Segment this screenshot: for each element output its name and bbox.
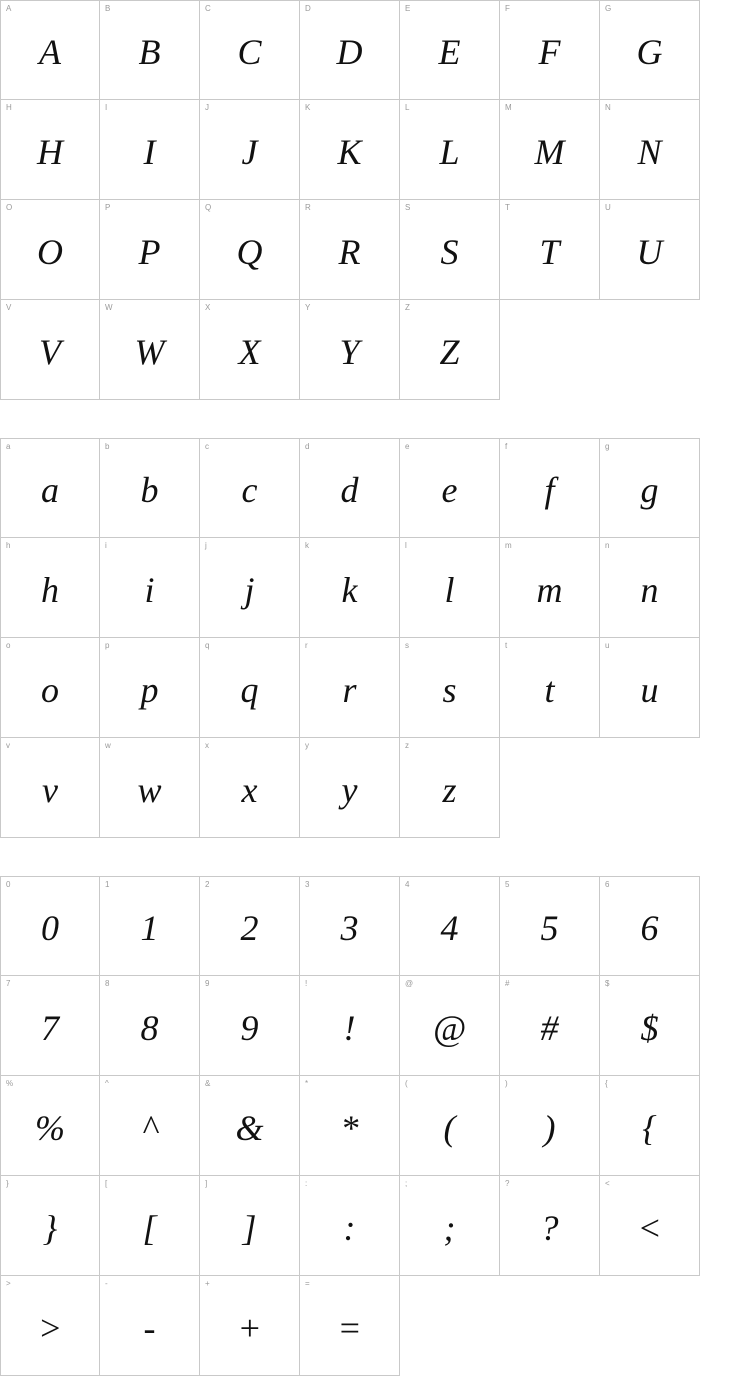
glyph-cell-label: r xyxy=(305,641,308,650)
glyph-character: ? xyxy=(540,1207,559,1248)
glyph-character: F xyxy=(538,32,561,72)
glyph-cell[interactable] xyxy=(0,200,100,300)
glyph-row xyxy=(0,976,740,1076)
glyph-cell[interactable] xyxy=(0,976,100,1076)
glyph-character: t xyxy=(544,669,555,710)
glyph-cell-label: H xyxy=(6,103,12,112)
glyph-cell-label: d xyxy=(305,442,310,451)
glyph-cell-label: V xyxy=(6,303,12,312)
glyph-cell[interactable] xyxy=(600,200,700,300)
glyph-cell[interactable] xyxy=(200,0,300,100)
glyph-character: : xyxy=(343,1207,356,1248)
glyph-character: ^ xyxy=(141,1107,158,1148)
glyph-cell[interactable] xyxy=(200,1276,300,1376)
glyph-cell[interactable] xyxy=(300,976,400,1076)
glyph-cell-label: z xyxy=(405,741,409,750)
glyph-cell[interactable] xyxy=(500,1076,600,1176)
glyph-cell-label: 4 xyxy=(405,880,410,889)
glyph-cell-label: T xyxy=(505,203,510,212)
glyph-cell[interactable] xyxy=(100,1276,200,1376)
glyph-cell[interactable] xyxy=(100,1076,200,1176)
glyph-cell-label: U xyxy=(605,203,611,212)
glyph-cell[interactable] xyxy=(400,738,500,838)
glyph-cell[interactable] xyxy=(0,1176,100,1276)
glyph-cell-label: 8 xyxy=(105,979,110,988)
glyph-cell-label: l xyxy=(405,541,407,550)
glyph-cell[interactable] xyxy=(300,200,400,300)
glyph-cell[interactable] xyxy=(0,100,100,200)
glyph-cell[interactable] xyxy=(500,638,600,738)
glyph-character: Y xyxy=(339,331,360,372)
glyph-cell-label: w xyxy=(105,741,111,750)
glyph-cell[interactable] xyxy=(200,438,300,538)
glyph-cell-label: : xyxy=(305,1179,308,1188)
glyph-cell[interactable] xyxy=(100,738,200,838)
glyph-cell-empty xyxy=(500,300,600,400)
glyph-cell-label: Y xyxy=(305,303,311,312)
glyph-cell-label: m xyxy=(505,541,512,550)
glyph-cell[interactable] xyxy=(0,300,100,400)
glyph-character: 3 xyxy=(340,908,359,948)
glyph-cell[interactable] xyxy=(200,1176,300,1276)
glyph-character: * xyxy=(340,1107,359,1148)
glyph-character: e xyxy=(441,470,458,510)
glyph-cell-label: u xyxy=(605,641,610,650)
glyph-character: x xyxy=(241,769,258,810)
glyph-character: l xyxy=(444,569,455,610)
glyph-cell[interactable] xyxy=(600,438,700,538)
glyph-cell-label: @ xyxy=(405,979,414,988)
glyph-cell-label: W xyxy=(105,303,113,312)
glyph-row xyxy=(0,1276,740,1376)
glyph-cell-label: 1 xyxy=(105,880,110,889)
glyph-cell-empty xyxy=(600,738,700,838)
glyph-cell-label: g xyxy=(605,442,610,451)
glyph-cell-label: > xyxy=(6,1279,11,1288)
glyph-character: M xyxy=(534,131,565,172)
glyph-cell-label: o xyxy=(6,641,11,650)
glyph-cell-label: q xyxy=(205,641,210,650)
glyph-row xyxy=(0,438,740,538)
glyph-cell-label: k xyxy=(305,541,309,550)
glyph-cell[interactable] xyxy=(600,976,700,1076)
glyph-character: J xyxy=(241,131,258,172)
glyph-cell[interactable] xyxy=(100,538,200,638)
glyph-row xyxy=(0,638,740,738)
glyph-cell-label: * xyxy=(305,1079,309,1088)
glyph-cell[interactable] xyxy=(400,876,500,976)
glyph-cell[interactable] xyxy=(100,300,200,400)
glyph-cell[interactable] xyxy=(100,200,200,300)
glyph-cell[interactable] xyxy=(400,538,500,638)
glyph-character: D xyxy=(336,32,363,72)
glyph-cell[interactable] xyxy=(300,538,400,638)
glyph-cell[interactable] xyxy=(500,1176,600,1276)
glyph-cell[interactable] xyxy=(100,876,200,976)
glyph-cell[interactable] xyxy=(0,1276,100,1376)
glyph-cell-label: ( xyxy=(405,1079,408,1088)
glyph-character: Z xyxy=(439,331,460,372)
glyph-cell[interactable] xyxy=(200,876,300,976)
glyph-cell[interactable] xyxy=(100,976,200,1076)
glyph-character: + xyxy=(237,1307,262,1348)
glyph-character: = xyxy=(337,1307,362,1348)
glyph-cell[interactable] xyxy=(400,1176,500,1276)
glyph-row xyxy=(0,876,740,976)
glyph-cell-label: i xyxy=(105,541,107,550)
glyph-cell-label: 6 xyxy=(605,880,610,889)
glyph-cell-label: K xyxy=(305,103,311,112)
glyph-character: 5 xyxy=(540,908,559,948)
glyph-cell-label: n xyxy=(605,541,610,550)
glyph-cell-empty xyxy=(500,738,600,838)
glyph-cell[interactable] xyxy=(300,1076,400,1176)
glyph-cell[interactable] xyxy=(0,638,100,738)
glyph-cell-empty xyxy=(600,300,700,400)
glyph-cell[interactable] xyxy=(500,100,600,200)
glyph-cell-label: s xyxy=(405,641,409,650)
glyph-character: z xyxy=(442,769,457,810)
glyph-cell-label: 9 xyxy=(205,979,210,988)
glyph-cell-label: I xyxy=(105,103,108,112)
glyph-character: 1 xyxy=(140,908,159,948)
glyph-character: w xyxy=(137,769,162,810)
glyph-cell-label: X xyxy=(205,303,211,312)
glyph-character: j xyxy=(244,569,255,610)
glyph-cell[interactable] xyxy=(500,976,600,1076)
glyph-character: r xyxy=(342,669,357,710)
glyph-cell[interactable] xyxy=(500,538,600,638)
glyph-character: N xyxy=(637,131,662,172)
glyph-character: $ xyxy=(640,1007,659,1048)
glyph-cell[interactable] xyxy=(0,1076,100,1176)
glyph-character: { xyxy=(642,1107,657,1148)
glyph-character: d xyxy=(340,470,359,510)
glyph-character: P xyxy=(138,231,161,272)
glyph-character: ( xyxy=(443,1107,456,1148)
glyph-cell-label: h xyxy=(6,541,11,550)
glyph-cell-label: & xyxy=(205,1079,211,1088)
glyph-character: T xyxy=(539,231,560,272)
glyph-character: O xyxy=(37,231,63,272)
glyph-cell-label: y xyxy=(305,741,309,750)
glyph-character: g xyxy=(640,470,659,510)
glyph-cell[interactable] xyxy=(400,976,500,1076)
glyph-character: ! xyxy=(343,1007,356,1048)
glyph-cell-label: ! xyxy=(305,979,308,988)
glyph-cell[interactable] xyxy=(600,1076,700,1176)
glyph-cell[interactable] xyxy=(300,100,400,200)
glyph-cell-label: < xyxy=(605,1179,610,1188)
glyph-cell[interactable] xyxy=(600,876,700,976)
glyph-block-digits-and-symbols xyxy=(0,876,740,1376)
glyph-character: [ xyxy=(142,1207,157,1248)
glyph-cell[interactable] xyxy=(300,738,400,838)
glyph-row xyxy=(0,538,740,638)
glyph-cell[interactable] xyxy=(300,1176,400,1276)
glyph-cell-label: C xyxy=(205,4,211,13)
glyph-cell[interactable] xyxy=(200,1076,300,1176)
glyph-cell-label: R xyxy=(305,203,311,212)
glyph-cell[interactable] xyxy=(400,1076,500,1176)
glyph-character: ; xyxy=(443,1207,456,1248)
glyph-cell-label: D xyxy=(305,4,311,13)
glyph-cell[interactable] xyxy=(100,0,200,100)
glyph-cell-label: B xyxy=(105,4,111,13)
glyph-cell[interactable] xyxy=(400,438,500,538)
glyph-cell-label: - xyxy=(105,1279,108,1288)
glyph-cell-label: Z xyxy=(405,303,410,312)
glyph-cell-label: N xyxy=(605,103,611,112)
glyph-cell[interactable] xyxy=(100,100,200,200)
glyph-cell[interactable] xyxy=(300,1276,400,1376)
glyph-character: i xyxy=(144,569,155,610)
glyph-cell-label: $ xyxy=(605,979,610,988)
glyph-cell-label: G xyxy=(605,4,612,13)
glyph-cell-label: x xyxy=(205,741,209,750)
glyph-cell-label: % xyxy=(6,1079,14,1088)
glyph-character: 7 xyxy=(41,1007,59,1048)
glyph-character: W xyxy=(134,331,165,372)
glyph-character: 2 xyxy=(240,908,259,948)
glyph-character: & xyxy=(235,1107,264,1148)
glyph-block-lowercase xyxy=(0,438,740,838)
glyph-cell-label: ; xyxy=(405,1179,408,1188)
glyph-cell-label: c xyxy=(205,442,209,451)
glyph-cell-label: p xyxy=(105,641,110,650)
glyph-cell-label: 3 xyxy=(305,880,310,889)
glyph-cell[interactable] xyxy=(400,200,500,300)
glyph-cell-label: [ xyxy=(105,1179,108,1188)
glyph-character: 4 xyxy=(440,908,459,948)
glyph-character: X xyxy=(238,331,261,372)
glyph-cell[interactable] xyxy=(300,438,400,538)
glyph-cell-label: 0 xyxy=(6,880,11,889)
glyph-row xyxy=(0,1176,740,1276)
glyph-cell[interactable] xyxy=(500,438,600,538)
glyph-character: q xyxy=(240,669,259,710)
glyph-cell-label: E xyxy=(405,4,411,13)
glyph-cell[interactable] xyxy=(300,638,400,738)
glyph-cell[interactable] xyxy=(400,0,500,100)
glyph-cell[interactable] xyxy=(400,100,500,200)
glyph-character: L xyxy=(439,131,460,172)
glyph-character: H xyxy=(37,131,63,172)
glyph-cell-label: f xyxy=(505,442,508,451)
glyph-character: n xyxy=(640,569,659,610)
glyph-cell[interactable] xyxy=(0,538,100,638)
glyph-cell-label: 7 xyxy=(6,979,11,988)
glyph-cell-label: P xyxy=(105,203,111,212)
glyph-character: v xyxy=(42,769,58,810)
glyph-cell-label: J xyxy=(205,103,209,112)
glyph-character: p xyxy=(140,669,159,710)
glyph-cell-label: # xyxy=(505,979,510,988)
glyph-cell-empty xyxy=(500,1276,600,1376)
glyph-cell-label: M xyxy=(505,103,512,112)
glyph-cell-label: Q xyxy=(205,203,212,212)
glyph-character: 0 xyxy=(41,908,59,948)
glyph-block-uppercase xyxy=(0,0,740,400)
glyph-cell[interactable] xyxy=(200,200,300,300)
glyph-cell[interactable] xyxy=(600,538,700,638)
glyph-cell[interactable] xyxy=(600,1176,700,1276)
glyph-cell-label: a xyxy=(6,442,11,451)
glyph-cell[interactable] xyxy=(600,100,700,200)
glyph-cell[interactable] xyxy=(100,1176,200,1276)
glyph-cell[interactable] xyxy=(300,0,400,100)
glyph-cell[interactable] xyxy=(200,100,300,200)
glyph-cell-label: + xyxy=(205,1279,210,1288)
glyph-cell[interactable] xyxy=(200,738,300,838)
glyph-cell[interactable] xyxy=(400,638,500,738)
glyph-character: B xyxy=(138,32,161,72)
glyph-cell-label: ] xyxy=(205,1179,208,1188)
glyph-character: s xyxy=(442,669,457,710)
glyph-cell-label: O xyxy=(6,203,13,212)
glyph-character: a xyxy=(41,470,59,510)
glyph-cell[interactable] xyxy=(0,0,100,100)
glyph-character: y xyxy=(341,769,358,810)
glyph-character: o xyxy=(41,669,59,710)
glyph-cell-label: ? xyxy=(505,1179,510,1188)
glyph-row xyxy=(0,1076,740,1176)
glyph-character: } xyxy=(42,1207,58,1248)
glyph-row xyxy=(0,100,740,200)
glyph-row xyxy=(0,0,740,100)
glyph-character: I xyxy=(143,131,156,172)
block-spacer xyxy=(0,400,740,438)
glyph-cell-label: t xyxy=(505,641,508,650)
glyph-character: ) xyxy=(543,1107,556,1148)
glyph-character: E xyxy=(438,32,461,72)
glyph-cell-label: b xyxy=(105,442,110,451)
glyph-row xyxy=(0,738,740,838)
glyph-character: G xyxy=(636,32,663,72)
block-spacer xyxy=(0,838,740,876)
glyph-character: C xyxy=(237,32,262,72)
glyph-character: 9 xyxy=(240,1007,259,1048)
glyph-cell[interactable] xyxy=(100,438,200,538)
glyph-character: V xyxy=(39,331,61,372)
glyph-character: - xyxy=(143,1307,156,1348)
glyph-cell[interactable] xyxy=(300,300,400,400)
glyph-character: u xyxy=(640,669,659,710)
glyph-cell[interactable] xyxy=(0,738,100,838)
glyph-cell[interactable] xyxy=(600,0,700,100)
glyph-cell-label: A xyxy=(6,4,12,13)
glyph-cell-label: S xyxy=(405,203,411,212)
glyph-character: m xyxy=(536,569,563,610)
glyph-character: c xyxy=(241,470,258,510)
glyph-cell-label: ) xyxy=(505,1079,508,1088)
glyph-character: A xyxy=(39,32,61,72)
glyph-cell[interactable] xyxy=(600,638,700,738)
glyph-cell-label: } xyxy=(6,1179,9,1188)
glyph-cell[interactable] xyxy=(200,638,300,738)
glyph-cell[interactable] xyxy=(100,638,200,738)
glyph-cell[interactable] xyxy=(500,0,600,100)
glyph-cell[interactable] xyxy=(0,438,100,538)
glyph-character: > xyxy=(37,1307,63,1348)
glyph-character: < xyxy=(637,1207,662,1248)
glyph-cell[interactable] xyxy=(500,200,600,300)
glyph-character: % xyxy=(35,1107,65,1148)
glyph-cell-label: ^ xyxy=(105,1079,109,1088)
glyph-cell[interactable] xyxy=(200,300,300,400)
glyph-cell[interactable] xyxy=(400,300,500,400)
glyph-cell-label: e xyxy=(405,442,410,451)
glyph-character: h xyxy=(41,569,59,610)
glyph-row xyxy=(0,200,740,300)
glyph-character: 6 xyxy=(640,908,659,948)
glyph-character: ] xyxy=(242,1207,257,1248)
glyph-cell[interactable] xyxy=(200,538,300,638)
glyph-character: S xyxy=(440,231,459,272)
glyph-cell[interactable] xyxy=(500,876,600,976)
glyph-cell-label: 5 xyxy=(505,880,510,889)
glyph-character: 8 xyxy=(140,1007,159,1048)
glyph-cell[interactable] xyxy=(200,976,300,1076)
glyph-row xyxy=(0,300,740,400)
glyph-cell-label: = xyxy=(305,1279,310,1288)
glyph-character: # xyxy=(540,1007,559,1048)
glyph-character: @ xyxy=(432,1007,467,1048)
glyph-cell-label: { xyxy=(605,1079,608,1088)
glyph-character: k xyxy=(341,569,358,610)
glyph-cell-empty xyxy=(600,1276,700,1376)
glyph-cell-label: L xyxy=(405,103,410,112)
glyph-character: f xyxy=(544,470,555,510)
glyph-character: R xyxy=(338,231,361,272)
glyph-character: Q xyxy=(236,231,263,272)
glyph-cell-label: j xyxy=(205,541,207,550)
glyph-character: b xyxy=(140,470,159,510)
glyph-cell-empty xyxy=(400,1276,500,1376)
glyph-cell-label: v xyxy=(6,741,10,750)
glyph-cell-label: 2 xyxy=(205,880,210,889)
glyph-character: K xyxy=(337,131,362,172)
glyph-cell-label: F xyxy=(505,4,510,13)
glyph-cell[interactable] xyxy=(300,876,400,976)
glyph-cell[interactable] xyxy=(0,876,100,976)
glyph-character: U xyxy=(636,231,663,272)
